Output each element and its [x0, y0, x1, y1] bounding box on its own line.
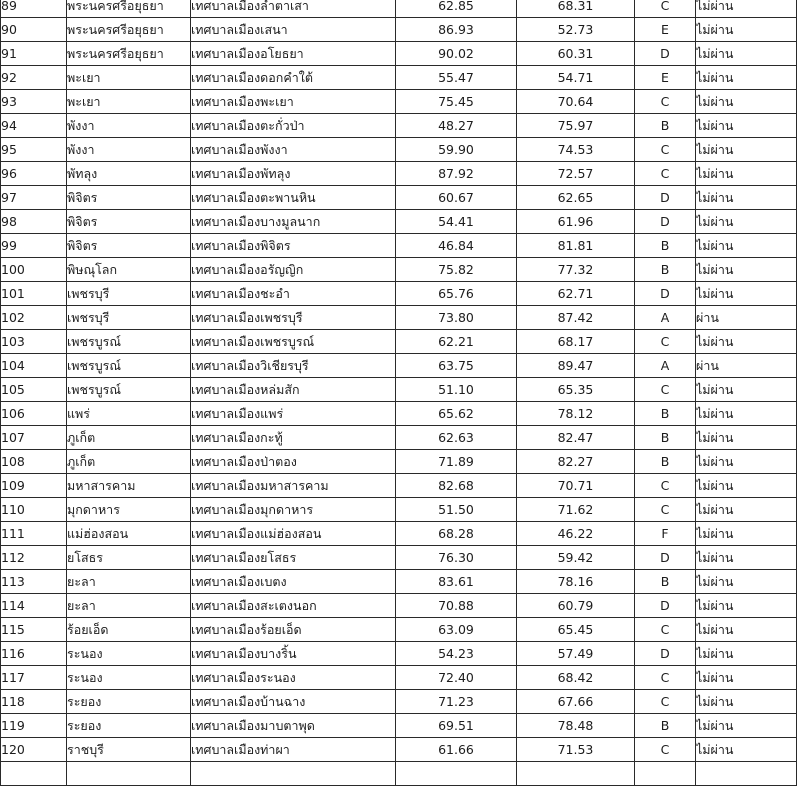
- score-1-cell: 86.93: [396, 18, 517, 42]
- municipality-cell: เทศบาลเมืองตะพานหิน: [191, 186, 396, 210]
- grade-cell: D: [635, 282, 696, 306]
- score-1-cell: 51.10: [396, 378, 517, 402]
- score-1-cell: 59.90: [396, 138, 517, 162]
- table-row: [1, 546, 797, 570]
- result-cell: ไม่ผ่าน: [696, 450, 797, 474]
- grade-cell: B: [635, 426, 696, 450]
- result-cell: ไม่ผ่าน: [696, 546, 797, 570]
- grade-cell: C: [635, 738, 696, 762]
- grade-cell: E: [635, 66, 696, 90]
- score-2-cell: 78.16: [517, 570, 635, 594]
- municipality-cell: เทศบาลเมืองมุกดาหาร: [191, 498, 396, 522]
- municipality-cell: เทศบาลเมืองเพชรบูรณ์: [191, 330, 396, 354]
- score-1-cell: 65.62: [396, 402, 517, 426]
- table-row: [1, 354, 797, 378]
- score-2-cell: 78.12: [517, 402, 635, 426]
- result-cell: ไม่ผ่าน: [696, 618, 797, 642]
- score-1-cell: 55.47: [396, 66, 517, 90]
- score-2-cell: 71.53: [517, 738, 635, 762]
- result-cell: ไม่ผ่าน: [696, 66, 797, 90]
- score-1-cell: 75.82: [396, 258, 517, 282]
- table-row: [1, 498, 797, 522]
- province-cell: พังงา: [67, 138, 191, 162]
- row-number-cell: 117: [1, 666, 67, 690]
- result-cell: ไม่ผ่าน: [696, 0, 797, 18]
- municipality-cell: เทศบาลเมืองระนอง: [191, 666, 396, 690]
- province-cell: มหาสารคาม: [67, 474, 191, 498]
- table-row: [1, 162, 797, 186]
- result-cell: ผ่าน: [696, 306, 797, 330]
- score-2-cell: 68.31: [517, 0, 635, 18]
- grade-cell: B: [635, 258, 696, 282]
- row-number-cell: 107: [1, 426, 67, 450]
- score-2-cell: 60.31: [517, 42, 635, 66]
- score-1-cell: 82.68: [396, 474, 517, 498]
- municipality-cell: เทศบาลเมืองพิจิตร: [191, 234, 396, 258]
- municipality-cell: เทศบาลเมืองพังงา: [191, 138, 396, 162]
- province-cell: พระนครศรีอยุธยา: [67, 42, 191, 66]
- score-1-cell: 54.23: [396, 642, 517, 666]
- table-row: [1, 426, 797, 450]
- grade-cell: C: [635, 0, 696, 18]
- grade-cell: C: [635, 90, 696, 114]
- grade-cell: B: [635, 450, 696, 474]
- score-1-cell: [396, 762, 517, 786]
- province-cell: ร้อยเอ็ด: [67, 618, 191, 642]
- score-2-cell: 59.42: [517, 546, 635, 570]
- row-number-cell: 103: [1, 330, 67, 354]
- row-number-cell: 119: [1, 714, 67, 738]
- score-2-cell: 78.48: [517, 714, 635, 738]
- result-cell: ไม่ผ่าน: [696, 258, 797, 282]
- score-1-cell: 62.63: [396, 426, 517, 450]
- municipality-cell: เทศบาลเมืองท่าผา: [191, 738, 396, 762]
- row-number-cell: 110: [1, 498, 67, 522]
- province-cell: พระนครศรีอยุธยา: [67, 18, 191, 42]
- province-cell: พิจิตร: [67, 234, 191, 258]
- municipality-cell: เทศบาลเมืองตะกั่วป่า: [191, 114, 396, 138]
- grade-cell: [635, 762, 696, 786]
- municipality-cell: เทศบาลเมืองลำตาเสา: [191, 0, 396, 18]
- municipality-cell: เทศบาลเมืองวิเชียรบุรี: [191, 354, 396, 378]
- score-1-cell: 63.09: [396, 618, 517, 642]
- table-row: [1, 114, 797, 138]
- score-2-cell: 72.57: [517, 162, 635, 186]
- row-number-cell: 114: [1, 594, 67, 618]
- score-2-cell: 62.71: [517, 282, 635, 306]
- score-1-cell: 48.27: [396, 114, 517, 138]
- score-2-cell: 77.32: [517, 258, 635, 282]
- province-cell: แม่ฮ่องสอน: [67, 522, 191, 546]
- score-2-cell: 87.42: [517, 306, 635, 330]
- table-row: [1, 186, 797, 210]
- result-cell: ผ่าน: [696, 354, 797, 378]
- table-row: [1, 402, 797, 426]
- grade-cell: D: [635, 594, 696, 618]
- grade-cell: A: [635, 354, 696, 378]
- grade-cell: A: [635, 306, 696, 330]
- grade-cell: B: [635, 714, 696, 738]
- province-cell: ระนอง: [67, 642, 191, 666]
- grade-cell: C: [635, 138, 696, 162]
- score-1-cell: 76.30: [396, 546, 517, 570]
- score-2-cell: 62.65: [517, 186, 635, 210]
- municipality-cell: เทศบาลเมืองบางมูลนาก: [191, 210, 396, 234]
- table-row: [1, 690, 797, 714]
- score-1-cell: 90.02: [396, 42, 517, 66]
- table-row: [1, 90, 797, 114]
- grade-cell: F: [635, 522, 696, 546]
- municipality-cell: เทศบาลเมืองมหาสารคาม: [191, 474, 396, 498]
- province-cell: พิจิตร: [67, 186, 191, 210]
- grade-cell: B: [635, 402, 696, 426]
- result-cell: ไม่ผ่าน: [696, 162, 797, 186]
- table-row: [1, 738, 797, 762]
- row-number-cell: 90: [1, 18, 67, 42]
- row-number-cell: 102: [1, 306, 67, 330]
- result-cell: ไม่ผ่าน: [696, 642, 797, 666]
- grade-cell: C: [635, 474, 696, 498]
- municipality-cell: เทศบาลเมืองดอกคำใต้: [191, 66, 396, 90]
- score-1-cell: 51.50: [396, 498, 517, 522]
- score-2-cell: 46.22: [517, 522, 635, 546]
- table-row: [1, 594, 797, 618]
- row-number-cell: 112: [1, 546, 67, 570]
- row-number-cell: 111: [1, 522, 67, 546]
- municipality-cell: เทศบาลเมืองอโยธยา: [191, 42, 396, 66]
- result-cell: ไม่ผ่าน: [696, 282, 797, 306]
- table-row: [1, 570, 797, 594]
- table-row: [1, 522, 797, 546]
- municipality-cell: เทศบาลเมืองพัทลุง: [191, 162, 396, 186]
- province-cell: เพชรบูรณ์: [67, 378, 191, 402]
- grade-cell: C: [635, 330, 696, 354]
- grade-cell: C: [635, 618, 696, 642]
- score-1-cell: 63.75: [396, 354, 517, 378]
- score-2-cell: 52.73: [517, 18, 635, 42]
- row-number-cell: 95: [1, 138, 67, 162]
- grade-cell: C: [635, 378, 696, 402]
- score-2-cell: 74.53: [517, 138, 635, 162]
- province-cell: มุกดาหาร: [67, 498, 191, 522]
- grade-cell: B: [635, 570, 696, 594]
- grade-cell: B: [635, 114, 696, 138]
- result-cell: ไม่ผ่าน: [696, 714, 797, 738]
- province-cell: พระนครศรีอยุธยา: [67, 0, 191, 18]
- grade-cell: B: [635, 234, 696, 258]
- row-number-cell: 101: [1, 282, 67, 306]
- province-cell: เพชรบุรี: [67, 306, 191, 330]
- score-2-cell: 57.49: [517, 642, 635, 666]
- municipality-cell: เทศบาลเมืองแม่ฮ่องสอน: [191, 522, 396, 546]
- province-cell: ยโสธร: [67, 546, 191, 570]
- row-number-cell: 109: [1, 474, 67, 498]
- result-cell: ไม่ผ่าน: [696, 378, 797, 402]
- score-1-cell: 62.85: [396, 0, 517, 18]
- score-1-cell: 61.66: [396, 738, 517, 762]
- score-1-cell: 46.84: [396, 234, 517, 258]
- result-cell: ไม่ผ่าน: [696, 138, 797, 162]
- row-number-cell: 115: [1, 618, 67, 642]
- score-1-cell: 69.51: [396, 714, 517, 738]
- municipality-cell: เทศบาลเมืองเสนา: [191, 18, 396, 42]
- score-1-cell: 71.89: [396, 450, 517, 474]
- score-2-cell: 81.81: [517, 234, 635, 258]
- table-row: [1, 42, 797, 66]
- grade-cell: D: [635, 642, 696, 666]
- score-1-cell: 73.80: [396, 306, 517, 330]
- score-2-cell: 68.42: [517, 666, 635, 690]
- result-cell: ไม่ผ่าน: [696, 402, 797, 426]
- row-number-cell: 93: [1, 90, 67, 114]
- row-number-cell: 105: [1, 378, 67, 402]
- municipality-cell: เทศบาลเมืองร้อยเอ็ด: [191, 618, 396, 642]
- table-row: [1, 642, 797, 666]
- municipality-cell: เทศบาลเมืองแพร่: [191, 402, 396, 426]
- grade-cell: D: [635, 186, 696, 210]
- result-cell: ไม่ผ่าน: [696, 330, 797, 354]
- province-cell: เพชรบุรี: [67, 282, 191, 306]
- row-number-cell: 118: [1, 690, 67, 714]
- score-1-cell: 71.23: [396, 690, 517, 714]
- result-cell: ไม่ผ่าน: [696, 234, 797, 258]
- table-body: [1, 0, 797, 786]
- municipality-cell: เทศบาลเมืองยโสธร: [191, 546, 396, 570]
- row-number-cell: 120: [1, 738, 67, 762]
- row-number-cell: 96: [1, 162, 67, 186]
- municipality-cell: เทศบาลเมืองบางริ้น: [191, 642, 396, 666]
- score-2-cell: 71.62: [517, 498, 635, 522]
- province-cell: ระนอง: [67, 666, 191, 690]
- table-row: [1, 0, 797, 18]
- result-cell: ไม่ผ่าน: [696, 426, 797, 450]
- table-row: [1, 330, 797, 354]
- table-row: [1, 618, 797, 642]
- province-cell: เพชรบูรณ์: [67, 330, 191, 354]
- province-cell: [67, 762, 191, 786]
- table-row: [1, 210, 797, 234]
- row-number-cell: 92: [1, 66, 67, 90]
- grade-cell: C: [635, 162, 696, 186]
- score-1-cell: 72.40: [396, 666, 517, 690]
- row-number-cell: 91: [1, 42, 67, 66]
- result-cell: ไม่ผ่าน: [696, 738, 797, 762]
- result-cell: ไม่ผ่าน: [696, 90, 797, 114]
- score-2-cell: 82.47: [517, 426, 635, 450]
- score-2-cell: 61.96: [517, 210, 635, 234]
- grade-cell: D: [635, 42, 696, 66]
- table-row: [1, 474, 797, 498]
- municipality-cell: เทศบาลเมืองสะเตงนอก: [191, 594, 396, 618]
- result-cell: ไม่ผ่าน: [696, 186, 797, 210]
- result-cell: [696, 762, 797, 786]
- score-2-cell: 65.35: [517, 378, 635, 402]
- row-number-cell: 99: [1, 234, 67, 258]
- score-2-cell: 89.47: [517, 354, 635, 378]
- province-cell: ภูเก็ต: [67, 450, 191, 474]
- score-2-cell: 70.64: [517, 90, 635, 114]
- table-row: [1, 234, 797, 258]
- province-cell: เพชรบูรณ์: [67, 354, 191, 378]
- grade-cell: D: [635, 546, 696, 570]
- result-cell: ไม่ผ่าน: [696, 498, 797, 522]
- municipality-cell: เทศบาลเมืองมาบตาพุด: [191, 714, 396, 738]
- row-number-cell: 89: [1, 0, 67, 18]
- municipality-cell: เทศบาลเมืองหล่มสัก: [191, 378, 396, 402]
- row-number-cell: 104: [1, 354, 67, 378]
- row-number-cell: 97: [1, 186, 67, 210]
- province-cell: แพร่: [67, 402, 191, 426]
- province-cell: พัทลุง: [67, 162, 191, 186]
- score-1-cell: 83.61: [396, 570, 517, 594]
- table-row: [1, 138, 797, 162]
- score-1-cell: 68.28: [396, 522, 517, 546]
- score-1-cell: 75.45: [396, 90, 517, 114]
- result-cell: ไม่ผ่าน: [696, 570, 797, 594]
- score-2-cell: 65.45: [517, 618, 635, 642]
- score-1-cell: 70.88: [396, 594, 517, 618]
- municipality-cell: เทศบาลเมืองเพชรบุรี: [191, 306, 396, 330]
- score-2-cell: 60.79: [517, 594, 635, 618]
- municipality-cell: เทศบาลเมืองพะเยา: [191, 90, 396, 114]
- result-cell: ไม่ผ่าน: [696, 474, 797, 498]
- row-number-cell: 100: [1, 258, 67, 282]
- table-row: [1, 258, 797, 282]
- score-2-cell: [517, 762, 635, 786]
- grade-cell: E: [635, 18, 696, 42]
- province-cell: พิษณุโลก: [67, 258, 191, 282]
- score-1-cell: 87.92: [396, 162, 517, 186]
- municipality-cell: เทศบาลเมืองเบตง: [191, 570, 396, 594]
- grade-cell: C: [635, 666, 696, 690]
- table-row: [1, 306, 797, 330]
- score-2-cell: 54.71: [517, 66, 635, 90]
- row-number-cell: 116: [1, 642, 67, 666]
- result-cell: ไม่ผ่าน: [696, 690, 797, 714]
- score-2-cell: 82.27: [517, 450, 635, 474]
- row-number-cell: 108: [1, 450, 67, 474]
- result-cell: ไม่ผ่าน: [696, 114, 797, 138]
- score-2-cell: 70.71: [517, 474, 635, 498]
- province-cell: ยะลา: [67, 594, 191, 618]
- table-row: [1, 450, 797, 474]
- cut-off-table-row: [1, 762, 797, 786]
- province-cell: พิจิตร: [67, 210, 191, 234]
- row-number-cell: 113: [1, 570, 67, 594]
- province-cell: ยะลา: [67, 570, 191, 594]
- result-cell: ไม่ผ่าน: [696, 666, 797, 690]
- grade-cell: C: [635, 498, 696, 522]
- result-cell: ไม่ผ่าน: [696, 42, 797, 66]
- result-cell: ไม่ผ่าน: [696, 18, 797, 42]
- province-cell: พะเยา: [67, 66, 191, 90]
- score-1-cell: 65.76: [396, 282, 517, 306]
- municipality-cell: เทศบาลเมืองอรัญญิก: [191, 258, 396, 282]
- grade-cell: C: [635, 690, 696, 714]
- table-row: [1, 66, 797, 90]
- province-cell: ระยอง: [67, 714, 191, 738]
- municipality-cell: เทศบาลเมืองบ้านฉาง: [191, 690, 396, 714]
- table-row: [1, 282, 797, 306]
- row-number-cell: 94: [1, 114, 67, 138]
- municipality-cell: เทศบาลเมืองกะทู้: [191, 426, 396, 450]
- score-2-cell: 68.17: [517, 330, 635, 354]
- score-1-cell: 60.67: [396, 186, 517, 210]
- result-cell: ไม่ผ่าน: [696, 210, 797, 234]
- table-row: [1, 666, 797, 690]
- result-cell: ไม่ผ่าน: [696, 594, 797, 618]
- municipality-cell: [191, 762, 396, 786]
- province-cell: ภูเก็ต: [67, 426, 191, 450]
- score-2-cell: 75.97: [517, 114, 635, 138]
- municipality-cell: เทศบาลเมืองชะอำ: [191, 282, 396, 306]
- province-cell: พะเยา: [67, 90, 191, 114]
- result-cell: ไม่ผ่าน: [696, 522, 797, 546]
- row-number-cell: 98: [1, 210, 67, 234]
- table-row: [1, 714, 797, 738]
- score-1-cell: 62.21: [396, 330, 517, 354]
- score-1-cell: 54.41: [396, 210, 517, 234]
- table-row: [1, 18, 797, 42]
- municipality-cell: เทศบาลเมืองป่าตอง: [191, 450, 396, 474]
- province-cell: ระยอง: [67, 690, 191, 714]
- province-cell: ราชบุรี: [67, 738, 191, 762]
- row-number-cell: 106: [1, 402, 67, 426]
- table-row: [1, 378, 797, 402]
- grade-cell: D: [635, 210, 696, 234]
- province-cell: พังงา: [67, 114, 191, 138]
- score-2-cell: 67.66: [517, 690, 635, 714]
- row-number-cell: [1, 762, 67, 786]
